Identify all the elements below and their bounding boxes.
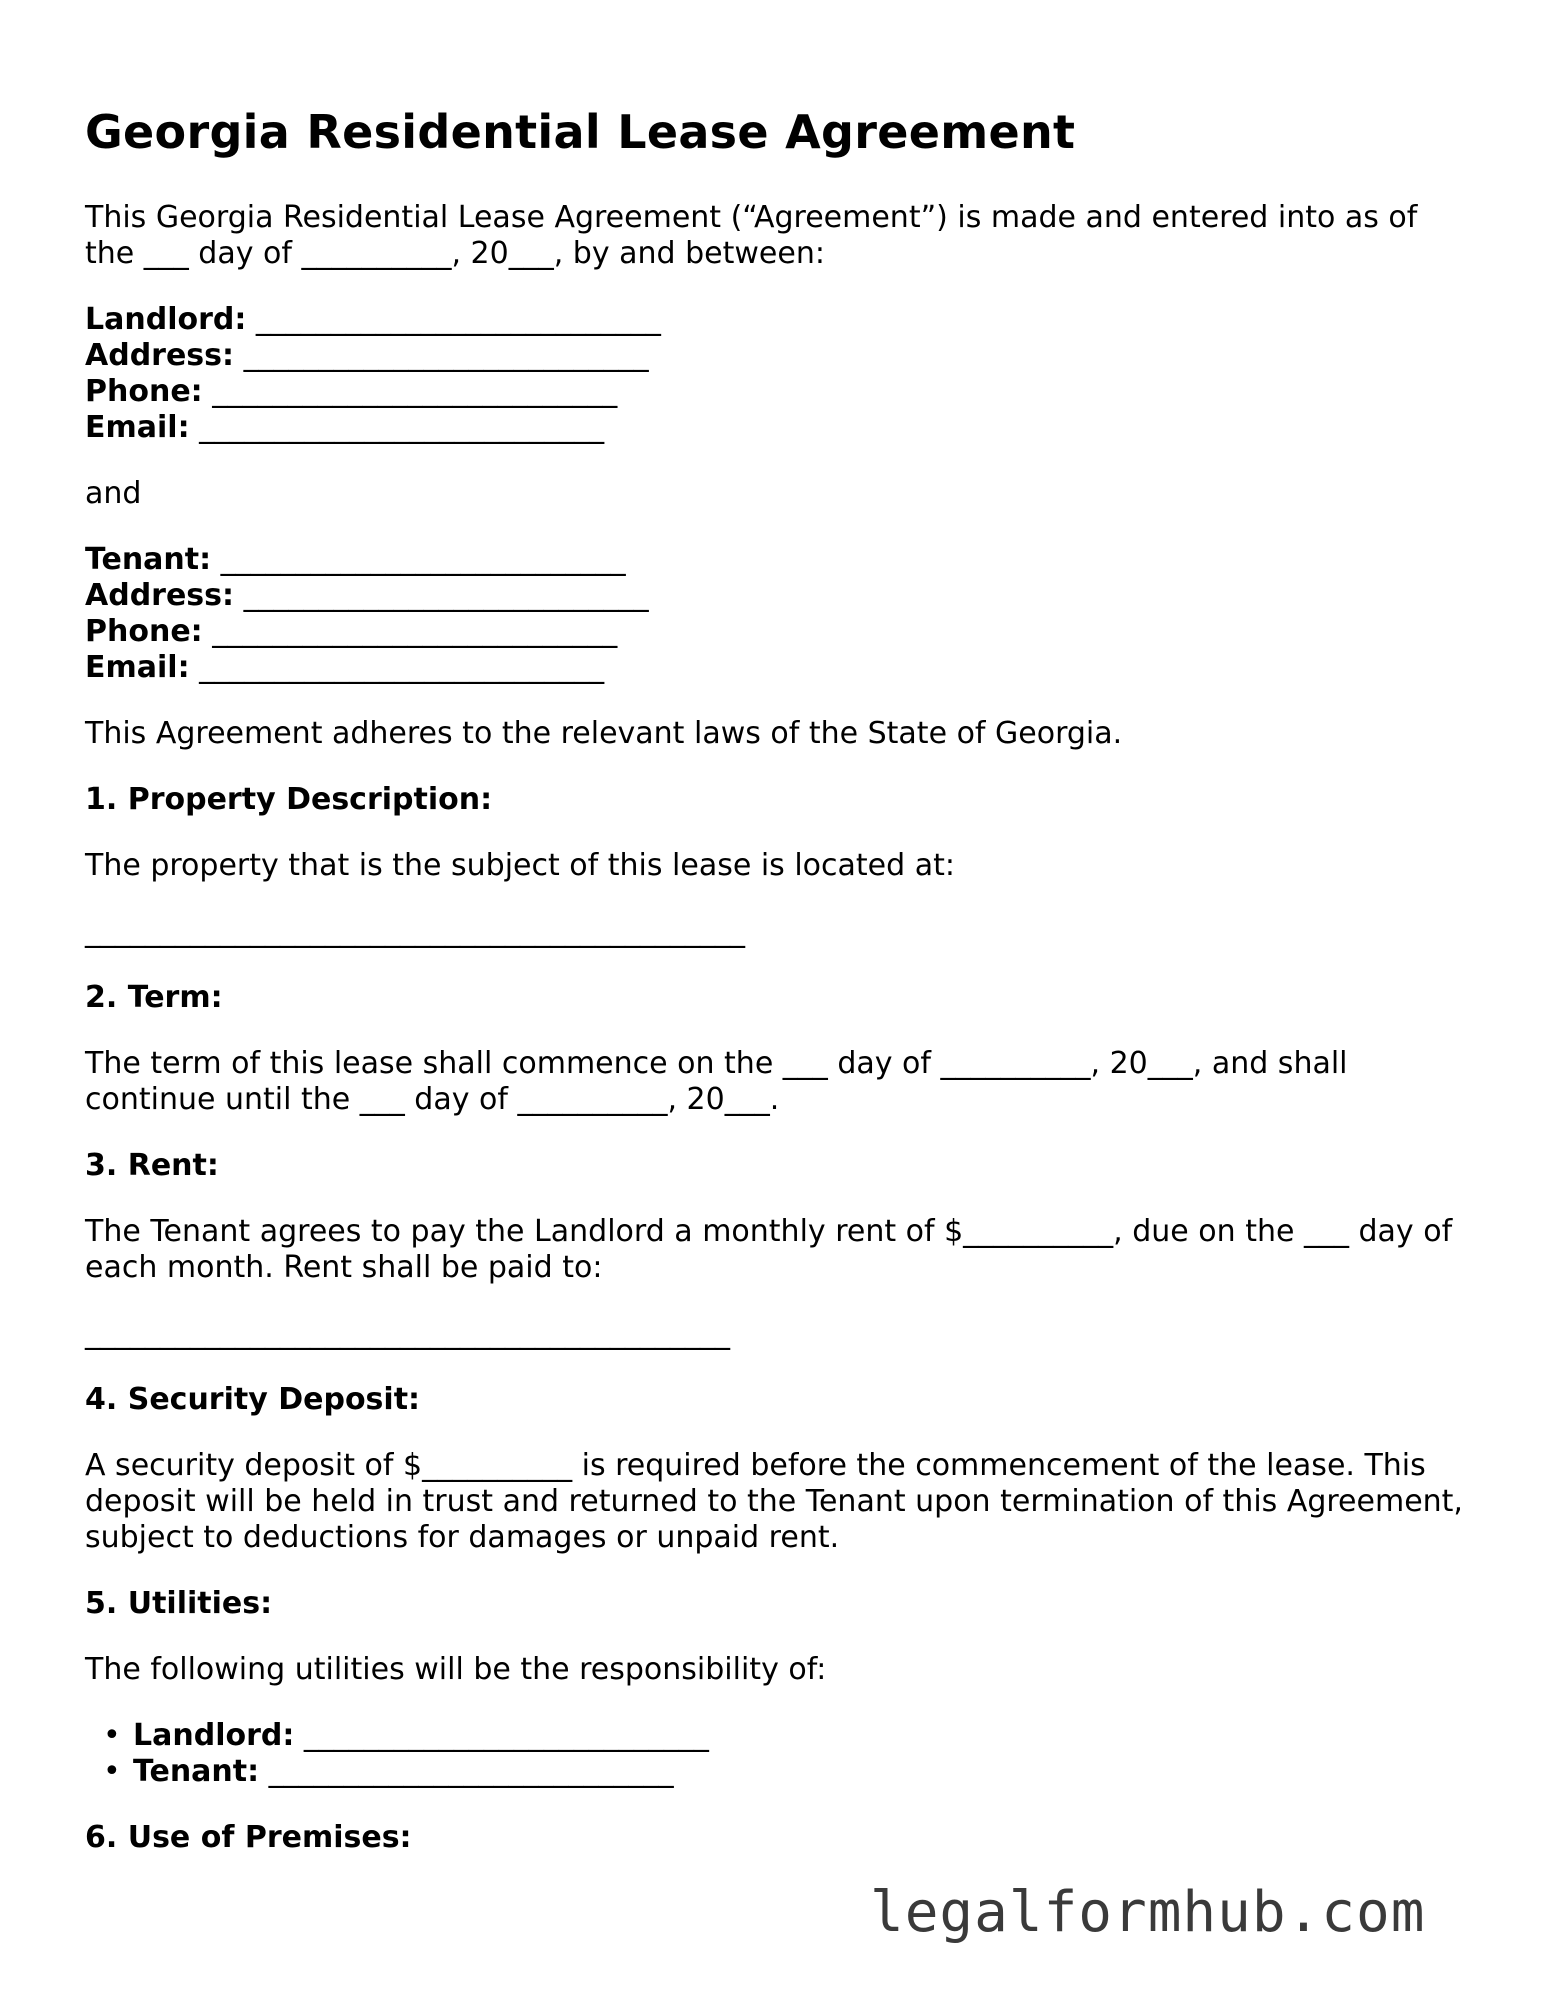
utilities-tenant-label: Tenant: [133, 1754, 260, 1789]
landlord-address-blank: ___________________________ [234, 338, 649, 373]
landlord-phone-blank: ___________________________ [202, 374, 618, 409]
section-property-heading: 1. Property Description: [85, 782, 493, 817]
landlord-address-label: Address: [85, 338, 235, 373]
section-deposit-heading: 4. Security Deposit: [85, 1382, 421, 1417]
tenant-email-line [85, 650, 1465, 686]
section-rent-text: The Tenant agrees to pay the Landlord a monthly rent of $__________, due on the ___ day of each month. Rent shall be paid to: [85, 1214, 1453, 1285]
tenant-block [85, 542, 1465, 686]
section-term-heading: 2. Term: [85, 980, 223, 1015]
section-utilities-text: The following utilities will be the responsibility of: [85, 1652, 827, 1687]
tenant-address-blank: ___________________________ [234, 578, 649, 613]
rent-payee-blank: ___________________________________________ [85, 1316, 730, 1351]
landlord-phone-label: Phone: [85, 374, 203, 409]
landlord-block [85, 302, 1465, 446]
tenant-email-blank: ___________________________ [189, 650, 605, 685]
tenant-name-label: Tenant: [85, 542, 212, 577]
landlord-email-label: Email: [85, 410, 190, 445]
landlord-name-label: Landlord: [85, 302, 247, 337]
section-property-text: The property that is the subject of this lease is located at: [85, 848, 955, 883]
landlord-phone-line [85, 374, 1465, 410]
section-deposit-text: A security deposit of $__________ is required before the commencement of the lease. This deposit will be held in trust and returned to the Tenant upon termination of this Agreement, subject to deductions for damages or unpaid rent. [85, 1448, 1463, 1555]
landlord-address-line [85, 338, 1465, 374]
landlord-name-blank: ___________________________ [246, 302, 661, 337]
tenant-name-line [85, 542, 1465, 578]
and-text: and [85, 476, 142, 511]
property-address-blank: ____________________________________________ [85, 914, 745, 949]
utilities-landlord-blank: ___________________________ [294, 1718, 709, 1753]
section-rent-heading: 3. Rent: [85, 1148, 219, 1183]
tenant-phone-line [85, 614, 1465, 650]
laws-statement: This Agreement adheres to the relevant laws of the State of Georgia. [85, 716, 1123, 751]
section-premises-heading: 6. Use of Premises: [85, 1820, 412, 1855]
landlord-email-line [85, 410, 1465, 446]
tenant-phone-label: Phone: [85, 614, 203, 649]
tenant-email-label: Email: [85, 650, 190, 685]
utilities-list [85, 1718, 1465, 1790]
utilities-tenant-blank: ___________________________ [259, 1754, 674, 1789]
tenant-name-blank: ___________________________ [211, 542, 626, 577]
tenant-address-label: Address: [85, 578, 235, 613]
tenant-phone-blank: ___________________________ [202, 614, 618, 649]
utilities-tenant-item [133, 1754, 1465, 1790]
landlord-email-blank: ___________________________ [189, 410, 605, 445]
document-page [85, 104, 1465, 1886]
utilities-landlord-label: Landlord: [133, 1718, 295, 1753]
watermark-text: legalformhub.com [870, 1880, 1426, 1945]
document-title: Georgia Residential Lease Agreement [85, 105, 1076, 159]
utilities-landlord-item [133, 1718, 1465, 1754]
tenant-address-line [85, 578, 1465, 614]
section-utilities-heading: 5. Utilities: [85, 1586, 273, 1621]
intro-paragraph: This Georgia Residential Lease Agreement (“Agreement”) is made and entered into as of the ___ day of __________, 20___, by and between: [85, 200, 1418, 271]
section-term-text: The term of this lease shall commence on the ___ day of __________, 20___, and shall continue until the ___ day of __________, 20___. [85, 1046, 1348, 1117]
landlord-name-line [85, 302, 1465, 338]
